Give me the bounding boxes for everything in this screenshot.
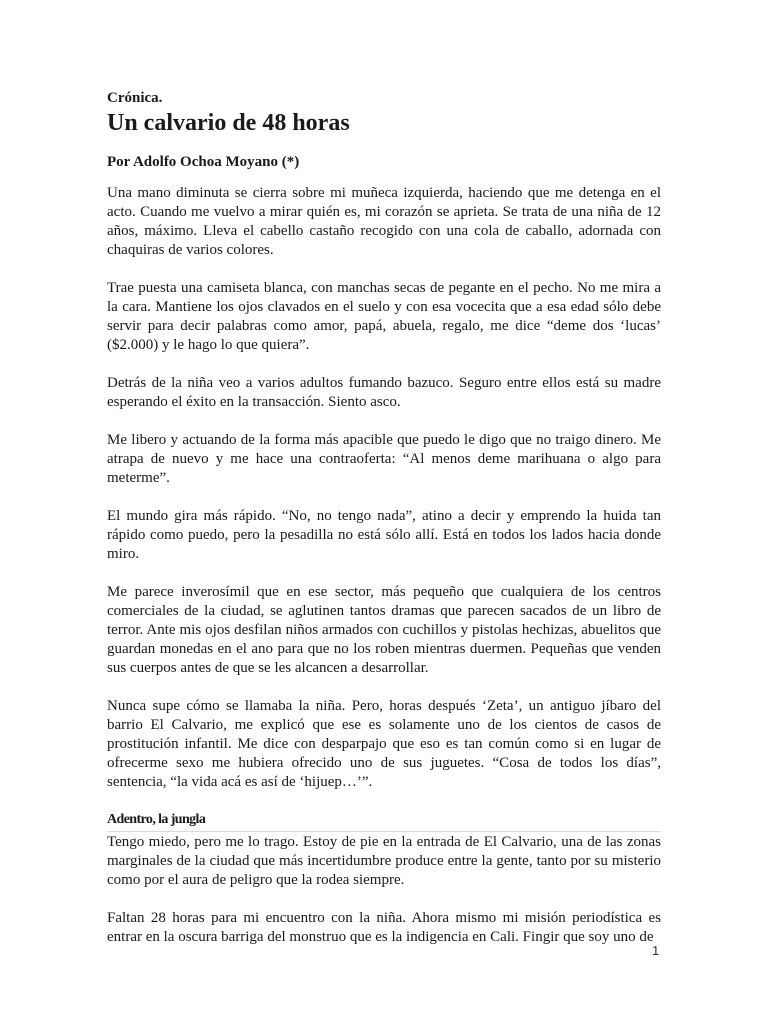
paragraph: Nunca supe cómo se llamaba la niña. Pero, horas después ‘Zeta’, un antiguo jíbaro del barrio El Calvario, me explicó que ese es solamente uno de los cientos de casos de prostitución infantil. Me dice con desparpajo que eso es tan común como si en lugar de ofrecerme sexo me hubiera ofrecido uno de sus juguetes. “Cosa de todos los días”, sentencia, “la vida acá es así de ‘hijuep…’”. xyxy=(107,698,661,790)
paragraph: Tengo miedo, pero me lo trago. Estoy de pie en la entrada de El Calvario, una de las zonas marginales de la ciudad que más incertidumbre produce entre la gente, tanto por su misterio como por el aura de peligro que la rodea siempre. xyxy=(107,834,661,888)
article-title: Un calvario de 48 horas xyxy=(107,110,350,136)
section-subheading: Adentro, la jungla xyxy=(107,811,661,832)
paragraph: Me parece inverosímil que en ese sector, más pequeño que cualquiera de los centros comerciales de la ciudad, se aglutinen tantos dramas que parecen sacados de un libro de terror. Ante mis ojos desfilan niños armados con cuchillos y pistolas hechizas, abuelitos que guardan monedas en el ano para que no los roben mientras duermen. Pequeñas que venden sus cuerpos antes de que se les alcancen a desarrollar. xyxy=(107,584,661,676)
paragraph: Faltan 28 horas para mi encuentro con la niña. Ahora mismo mi misión periodística es entrar en la oscura barriga del monstruo que es la indigencia en Cali. Fingir que soy uno de xyxy=(107,910,661,945)
page-number: 1 xyxy=(652,943,660,958)
article-kicker: Crónica. xyxy=(107,90,163,106)
document-page xyxy=(107,88,661,966)
paragraph: Me libero y actuando de la forma más apacible que puedo le digo que no traigo dinero. Me atrapa de nuevo y me hace una contraoferta: “Al menos deme marihuana o algo para meterme”. xyxy=(107,432,661,486)
article-byline: Por Adolfo Ochoa Moyano (*) xyxy=(107,154,300,170)
paragraph: Una mano diminuta se cierra sobre mi muñeca izquierda, haciendo que me detenga en el acto. Cuando me vuelvo a mirar quién es, mi corazón se aprieta. Se trata de una niña de 12 años, máximo. Lleva el cabello castaño recogido con una cola de caballo, adornada con chaquiras de varios colores. xyxy=(107,185,661,258)
paragraph: Detrás de la niña veo a varios adultos fumando bazuco. Seguro entre ellos está su madre esperando el éxito en la transacción. Siento asco. xyxy=(107,375,661,410)
paragraph: El mundo gira más rápido. “No, no tengo nada”, atino a decir y emprendo la huida tan rápido como puedo, pero la pesadilla no está sólo allí. Está en todos los lados hacia donde miro. xyxy=(107,508,661,562)
paragraph: Trae puesta una camiseta blanca, con manchas secas de pegante en el pecho. No me mira a la cara. Mantiene los ojos clavados en el suelo y con esa vocecita que a esa edad sólo debe servir para decir palabras como amor, papá, abuela, regalo, me dice “deme dos ‘lucas’ ($2.000) y le hago lo que quiera”. xyxy=(107,280,661,353)
